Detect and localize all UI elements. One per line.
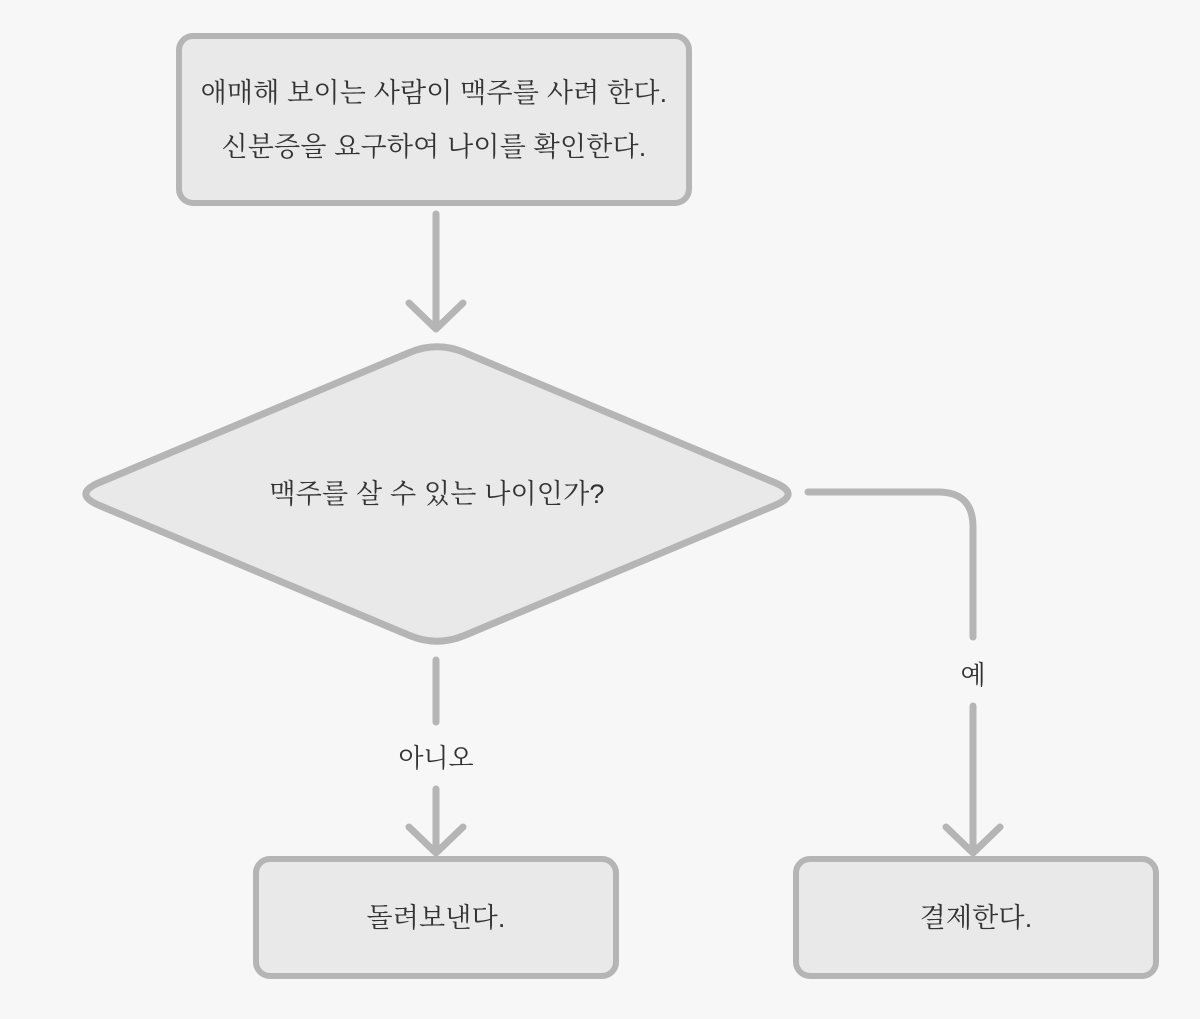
pay-node-label [796, 859, 1156, 976]
decision-node-text: 맥주를 살 수 있는 나이인가? [269, 479, 605, 509]
edge-label-no: 아니오 [376, 735, 496, 777]
arrow-line [808, 492, 973, 637]
start-node-label [179, 36, 689, 203]
edge-label-yes: 예 [938, 652, 1008, 694]
arrow-start-to-decision [409, 214, 463, 329]
pay-node-text: 결제한다. [919, 902, 1033, 933]
decision-node-label [72, 341, 802, 647]
reject-node-text: 돌려보낸다. [366, 902, 506, 933]
start-node-line-1: 애매해 보이는 사람이 맥주를 사려 한다. [200, 77, 668, 108]
reject-node-label [256, 859, 616, 976]
start-node-line-2: 신분증을 요구하여 나이를 확인한다. [221, 131, 647, 162]
